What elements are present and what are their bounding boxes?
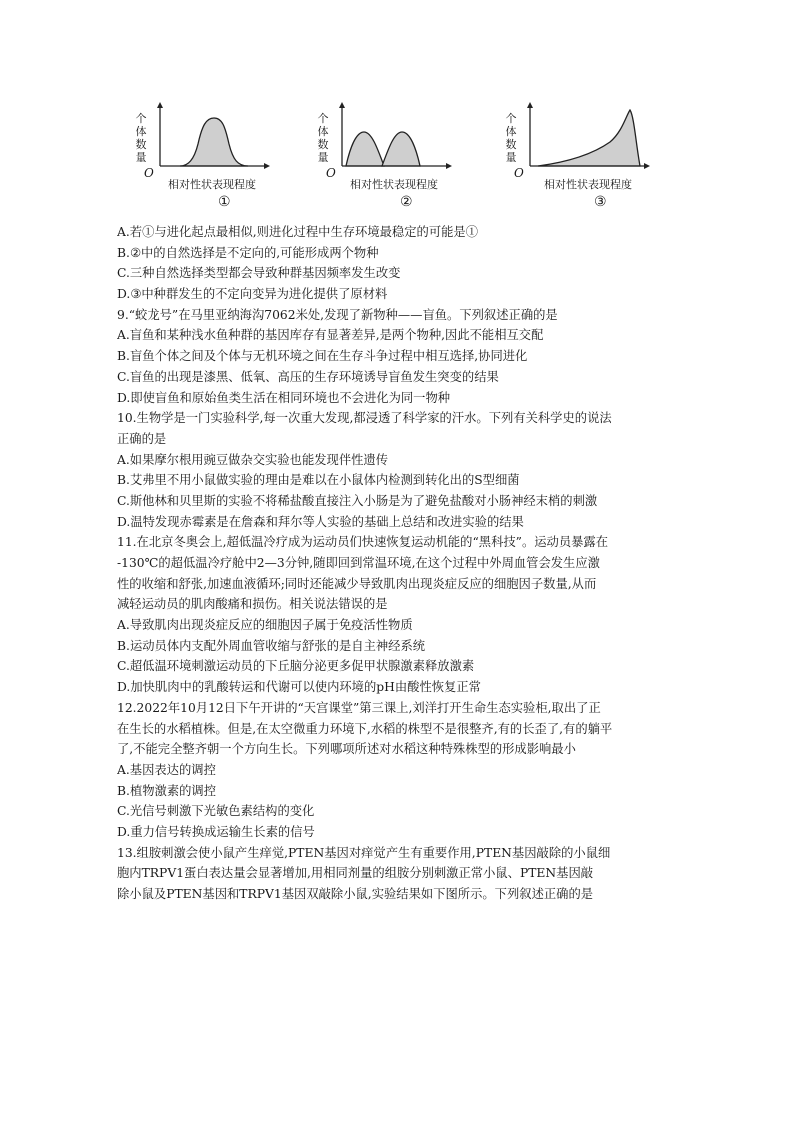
q9-option-b: B.盲鱼个体之间及个体与无机环境之间在生存斗争过程中相互选择,协同进化: [117, 349, 528, 364]
q11-stem-line-4: 减轻运动员的肌肉酸痛和损伤。相关说法错误的是: [117, 597, 388, 612]
q10-option-d: D.温特发现赤霉素是在詹森和拜尔等人实验的基础上总结和改进实验的结果: [117, 514, 524, 529]
q12-stem-line-3: 了,不能完全整齐朝一个方向生长。下列哪项所述对水稻这种特殊株型的形成影响最小: [117, 742, 576, 757]
figure-panel-3: [498, 104, 658, 216]
q13-stem-line-3: 除小鼠及PTEN基因和TRPV1基因双敲除小鼠,实验结果如下图所示。下列叙述正确的是: [117, 887, 594, 901]
panel-2-graph: [310, 104, 470, 216]
question-text: [117, 222, 683, 905]
q12-option-d: D.重力信号转换成运输生长素的信号: [117, 824, 315, 839]
q11-stem-line-1: 11.在北京冬奥会上,超低温冷疗成为运动员们快速恢复运动机能的“黑科技”。运动员暴露在: [117, 535, 609, 550]
q12-option-c: C.光信号刺激下光敏色素结构的变化: [117, 804, 315, 819]
q11-stem-line-2: -130℃的超低温冷疗舱中2—3分钟,随即回到常温环境,在这个过程中外周血管会发生应激: [117, 556, 600, 570]
panel-3-distribution-curve: [538, 110, 640, 166]
q12-stem-line-1: 12.2022年10月12日下午开讲的“天宫课堂”第三课上,刘洋打开生命生态实验柜,取出了正: [117, 700, 601, 715]
q11-option-a: A.导致肌肉出现炎症反应的细胞因子属于免疫活性物质: [117, 618, 413, 633]
panel-1-origin: O: [144, 166, 154, 180]
q13-stem-line-2: 胞内TRPV1蛋白表达量会显著增加,用相同剂量的组胺分别刺激正常小鼠、PTEN基因敲: [117, 866, 594, 881]
q10-stem-line-2: 正确的是: [117, 431, 167, 446]
panel-2-right-peak: [382, 132, 420, 166]
panel-1-number: ①: [218, 194, 231, 210]
panel-1-y-arrow: [157, 102, 163, 108]
q9-option-a: A.盲鱼和某种浅水鱼种群的基因库存有显著差异,是两个物种,因此不能相互交配: [117, 328, 544, 343]
q9-option-c: C.盲鱼的出现是漆黑、低氧、高压的生存环境诱导盲鱼发生突变的结果: [117, 369, 499, 384]
panel-3-x-arrow: [644, 163, 650, 169]
q8-option-c: C.三种自然选择类型都会导致种群基因频率发生改变: [117, 266, 401, 281]
figure-panel-1: [128, 104, 288, 216]
panel-3-ylabel: 个体数量: [505, 112, 517, 164]
panel-2-y-arrow: [339, 102, 345, 108]
panel-3-origin: O: [514, 166, 524, 180]
q12-option-a: A.基因表达的调控: [117, 762, 216, 777]
q12-option-b: B.植物激素的调控: [117, 783, 217, 798]
q10-stem-line-1: 10.生物学是一门实验科学,每一次重大发现,都浸透了科学家的汗水。下列有关科学史的说法: [117, 411, 612, 426]
q10-option-c: C.斯他林和贝里斯的实验不将稀盐酸直接注入小肠是为了避免盐酸对小肠神经末梢的刺激: [117, 493, 598, 508]
panel-1-ylabel: 个体数量: [135, 112, 147, 164]
q8-option-a: A.若①与进化起点最相似,则进化过程中生存环境最稳定的可能是①: [117, 225, 479, 239]
panel-2-left-peak: [346, 132, 384, 166]
panel-3-graph: [498, 104, 668, 216]
panel-3-xlabel: 相对性状表现程度: [544, 178, 632, 191]
selection-type-figures: [128, 104, 668, 216]
panel-2-number: ②: [400, 194, 413, 210]
panel-3-y-arrow: [527, 102, 533, 108]
q9-option-d: D.即使盲鱼和原始鱼类生活在相同环境也不会进化为同一物种: [117, 390, 451, 405]
q12-stem-line-2: 在生长的水稻植株。但是,在太空微重力环境下,水稻的株型不是很整齐,有的长歪了,有的躺平: [117, 721, 613, 736]
q8-option-b: B.②中的自然选择是不定向的,可能形成两个物种: [117, 245, 379, 260]
panel-3-number: ③: [594, 194, 607, 210]
panel-1-xlabel: 相对性状表现程度: [168, 178, 256, 191]
q13-stem-line-1: 13.组胺刺激会使小鼠产生痒觉,PTEN基因对痒觉产生有重要作用,PTEN基因敲除的小鼠细: [117, 845, 611, 860]
q8-option-d: D.③中种群发生的不定向变异为进化提供了原材料: [117, 287, 388, 302]
panel-2-x-arrow: [446, 163, 452, 169]
panel-2-ylabel: 个体数量: [317, 112, 329, 164]
q11-option-b: B.运动员体内支配外周血管收缩与舒张的是自主神经系统: [117, 638, 426, 653]
q10-option-b: B.艾弗里不用小鼠做实验的理由是难以在小鼠体内检测到转化出的S型细菌: [117, 473, 520, 488]
q10-option-a: A.如果摩尔根用豌豆做杂交实验也能发现伴性遗传: [117, 452, 389, 467]
q11-stem-line-3: 性的收缩和舒张,加速血液循环;同时还能减少导致肌肉出现炎症反应的细胞因子数量,从而: [117, 576, 597, 591]
figure-panel-2: [310, 104, 470, 216]
panel-2-xlabel: 相对性状表现程度: [350, 178, 438, 191]
panel-1-graph: [128, 104, 288, 216]
q11-option-c: C.超低温环境刺激运动员的下丘脑分泌更多促甲状腺激素释放激素: [117, 659, 475, 674]
panel-2-origin: O: [326, 166, 336, 180]
q9-stem: 9.“蛟龙号”在马里亚纳海沟7062米处,发现了新物种——盲鱼。下列叙述正确的是: [117, 307, 558, 322]
panel-1-x-arrow: [264, 163, 270, 169]
panel-1-distribution-curve: [180, 118, 248, 166]
q11-option-d: D.加快肌肉中的乳酸转运和代谢可以使内环境的pH由酸性恢复正常: [117, 680, 481, 695]
